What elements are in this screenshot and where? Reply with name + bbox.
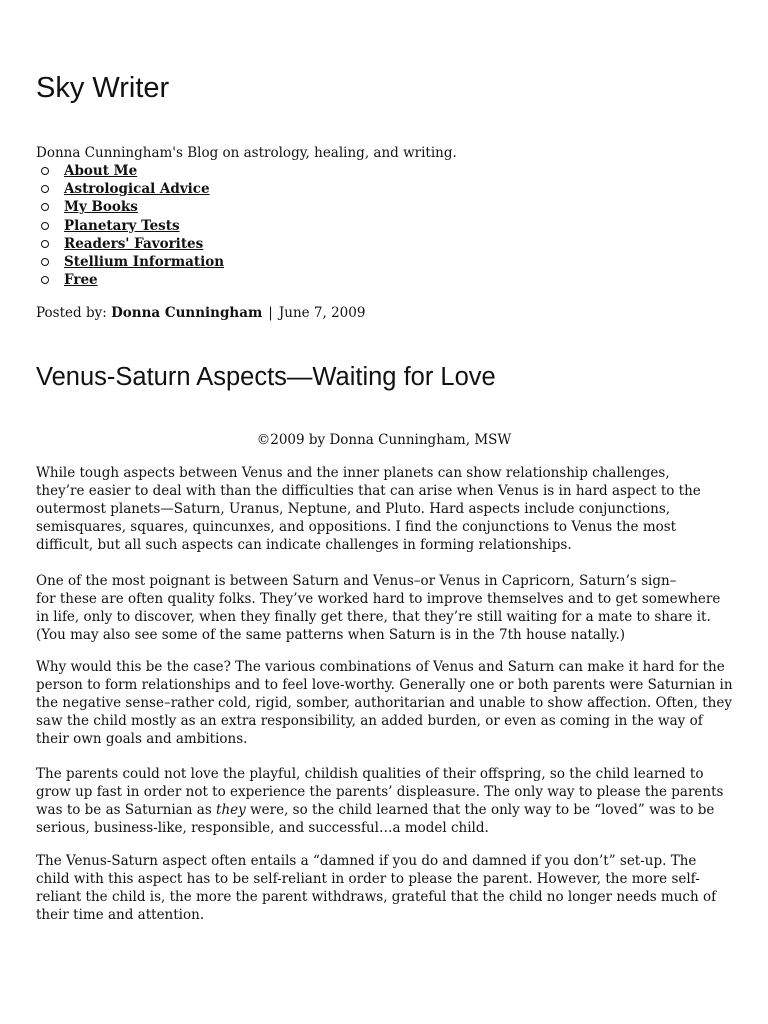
post-meta bbox=[36, 304, 365, 322]
circle-bullet-icon bbox=[41, 240, 49, 248]
nav-link-about-me[interactable]: About Me bbox=[64, 163, 138, 179]
posted-by-label: Posted by: bbox=[36, 305, 107, 321]
paragraph-line: The parents could not love the playful, childish qualities of their offspring, so the child learned to bbox=[36, 766, 704, 782]
nav-link-free[interactable]: Free bbox=[64, 272, 98, 289]
nav-item-readers-favorites bbox=[36, 235, 224, 253]
post-paragraph bbox=[36, 572, 720, 644]
nav-link-planetary-tests[interactable]: Planetary Tests bbox=[64, 217, 180, 234]
line-text: was to be as Saturnian as bbox=[36, 802, 217, 818]
nav-item-about-me bbox=[36, 162, 224, 180]
circle-bullet-icon bbox=[41, 167, 49, 175]
circle-bullet-icon bbox=[41, 222, 49, 230]
paragraph-line: semisquares, squares, quincunxes, and oppositions. I find the conjunctions to Venus the most bbox=[36, 519, 677, 535]
post-paragraph bbox=[36, 658, 733, 748]
paragraph-line: While tough aspects between Venus and the inner planets can show relationship challenges, bbox=[36, 465, 670, 481]
site-tagline: Donna Cunningham's Blog on astrology, healing, and writing. bbox=[36, 145, 457, 161]
paragraph-line: their time and attention. bbox=[36, 907, 205, 923]
circle-bullet-icon bbox=[41, 258, 49, 266]
paragraph-line: grow up fast in order not to experience the parents’ displeasure. The only way to please the parents bbox=[36, 784, 724, 800]
circle-bullet-icon bbox=[41, 276, 49, 284]
paragraph-line: in life, only to discover, when they finally get there, that they’re still waiting for a mate to share it. bbox=[36, 609, 711, 625]
paragraph-line: Why would this be the case? The various combinations of Venus and Saturn can make it hard for the bbox=[36, 659, 725, 675]
post-title: Venus-Saturn Aspects—Waiting for Love bbox=[36, 363, 496, 391]
circle-bullet-icon bbox=[41, 185, 49, 193]
post-paragraph bbox=[36, 464, 701, 554]
paragraph-line: One of the most poignant is between Saturn and Venus–or Venus in Capricorn, Saturn’s sign– bbox=[36, 573, 677, 589]
paragraph-line: they’re easier to deal with than the difficulties that can arise when Venus is in hard aspect to the bbox=[36, 483, 701, 499]
nav-item-free bbox=[36, 271, 224, 289]
paragraph-line: difficult, but all such aspects can indicate challenges in forming relationships. bbox=[36, 537, 572, 553]
nav-link-readers-favorites[interactable]: Readers' Favorites bbox=[64, 235, 204, 252]
post-paragraph bbox=[36, 852, 716, 924]
paragraph-line: person to form relationships and to feel love-worthy. Generally one or both parents were Saturnian in bbox=[36, 677, 733, 693]
nav-link-astrological-advice[interactable]: Astrological Advice bbox=[64, 181, 210, 198]
line-text: were, so the child learned that the only way to be “loved” was to be bbox=[245, 802, 715, 818]
nav-menu bbox=[36, 162, 224, 289]
nav-item-astrological-advice bbox=[36, 180, 224, 198]
paragraph-line: saw the child mostly as an extra responsibility, an added burden, or even as coming in the way of bbox=[36, 713, 703, 729]
post-paragraph bbox=[36, 765, 723, 837]
emphasized-word: they bbox=[216, 802, 246, 818]
paragraph-line: for these are often quality folks. They’ve worked hard to improve themselves and to get somewhere bbox=[36, 591, 721, 607]
nav-item-stellium-information bbox=[36, 253, 224, 271]
meta-separator: | bbox=[268, 305, 273, 321]
paragraph-line: outermost planets—Saturn, Uranus, Neptune, and Pluto. Hard aspects include conjunctions, bbox=[36, 501, 671, 517]
paragraph-line: reliant the child is, the more the parent withdraws, grateful that the child no longer needs much of bbox=[36, 889, 717, 905]
paragraph-line: (You may also see some of the same patterns when Saturn is in the 7th house natally.) bbox=[36, 627, 625, 643]
nav-item-my-books bbox=[36, 198, 224, 216]
nav-link-my-books[interactable]: My Books bbox=[64, 199, 138, 216]
post-copyright: ©2009 by Donna Cunningham, MSW bbox=[256, 432, 512, 448]
nav-item-planetary-tests bbox=[36, 217, 224, 235]
site-title[interactable]: Sky Writer bbox=[36, 72, 170, 104]
paragraph-line: The Venus-Saturn aspect often entails a “damned if you do and damned if you don’t” set-up. The bbox=[36, 853, 697, 869]
paragraph-line-with-emphasis bbox=[36, 801, 723, 819]
post-author[interactable]: Donna Cunningham bbox=[111, 305, 263, 321]
paragraph-line: the negative sense–rather cold, rigid, somber, authoritarian and unable to show affection. Often, they bbox=[36, 695, 732, 711]
circle-bullet-icon bbox=[41, 203, 49, 211]
paragraph-line: their own goals and ambitions. bbox=[36, 731, 248, 747]
paragraph-line: serious, business-like, responsible, and successful…a model child. bbox=[36, 820, 489, 836]
post-date: June 7, 2009 bbox=[278, 305, 366, 321]
paragraph-line: child with this aspect has to be self-reliant in order to please the parent. However, the more self- bbox=[36, 871, 700, 887]
nav-link-stellium-information[interactable]: Stellium Information bbox=[64, 253, 225, 270]
